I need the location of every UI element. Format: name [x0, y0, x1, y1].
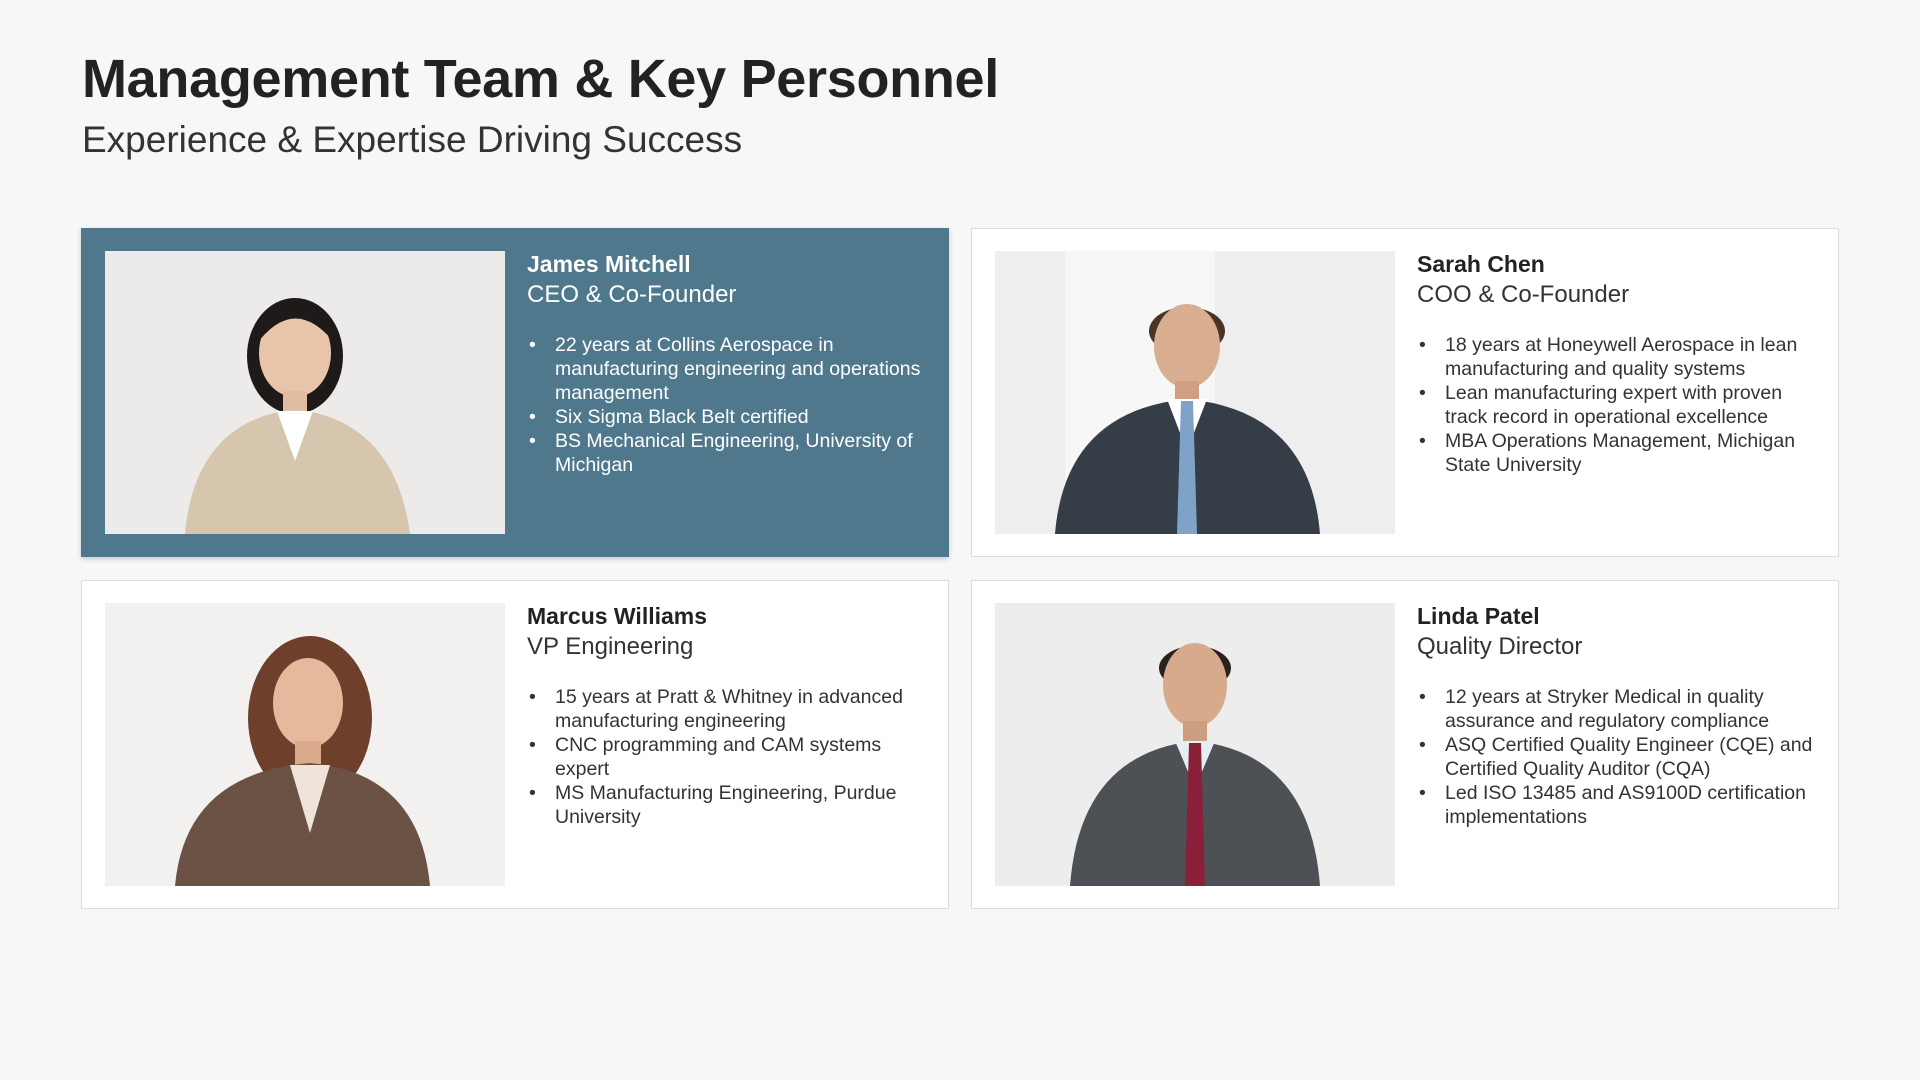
portrait-photo-icon [105, 251, 505, 534]
portrait-photo-icon [995, 603, 1395, 886]
team-card-marcus-williams [81, 580, 949, 909]
team-card-james-mitchell [81, 228, 949, 557]
header [82, 48, 999, 162]
bullet-item: • BS Mechanical Engineering, University of Michigan [527, 429, 924, 477]
bullet-item: • 22 years at Collins Aerospace in manufacturing engineering and operations management [527, 333, 924, 405]
member-name: Linda Patel [1417, 603, 1540, 629]
member-bullets [1417, 333, 1814, 477]
bullet-item: • Six Sigma Black Belt certified [527, 405, 924, 429]
member-role: COO & Co-Founder [1417, 280, 1630, 308]
member-info [1417, 251, 1814, 534]
member-bullets [527, 333, 924, 477]
member-role: Quality Director [1417, 632, 1583, 660]
bullet-item: • 18 years at Honeywell Aerospace in lean manufacturing and quality systems [1417, 333, 1814, 381]
bullet-item: • Lean manufacturing expert with proven track record in operational excellence [1417, 381, 1814, 429]
member-name: James Mitchell [527, 251, 691, 277]
bullet-item: • MBA Operations Management, Michigan State University [1417, 429, 1814, 477]
bullet-item: • CNC programming and CAM systems expert [527, 733, 924, 781]
bullet-item: • 12 years at Stryker Medical in quality assurance and regulatory compliance [1417, 685, 1814, 733]
member-role: CEO & Co-Founder [527, 280, 737, 308]
member-bullets [1417, 685, 1814, 829]
portrait-photo-icon [995, 251, 1395, 534]
team-grid [81, 228, 1839, 909]
member-info [527, 603, 924, 886]
member-bullets [527, 685, 924, 829]
member-info [1417, 603, 1814, 886]
team-card-linda-patel [971, 580, 1839, 909]
page-subtitle: Experience & Expertise Driving Success [82, 119, 743, 161]
member-name: Marcus Williams [527, 603, 708, 629]
member-info [527, 251, 924, 534]
member-role: VP Engineering [527, 632, 694, 660]
bullet-item: • Led ISO 13485 and AS9100D certification implementations [1417, 781, 1814, 829]
bullet-item: • ASQ Certified Quality Engineer (CQE) and Certified Quality Auditor (CQA) [1417, 733, 1814, 781]
bullet-item: • MS Manufacturing Engineering, Purdue University [527, 781, 924, 829]
portrait-photo-icon [105, 603, 505, 886]
team-card-sarah-chen [971, 228, 1839, 557]
page-title: Management Team & Key Personnel [82, 49, 999, 109]
bullet-item: • 15 years at Pratt & Whitney in advanced manufacturing engineering [527, 685, 924, 733]
member-name: Sarah Chen [1417, 251, 1545, 277]
